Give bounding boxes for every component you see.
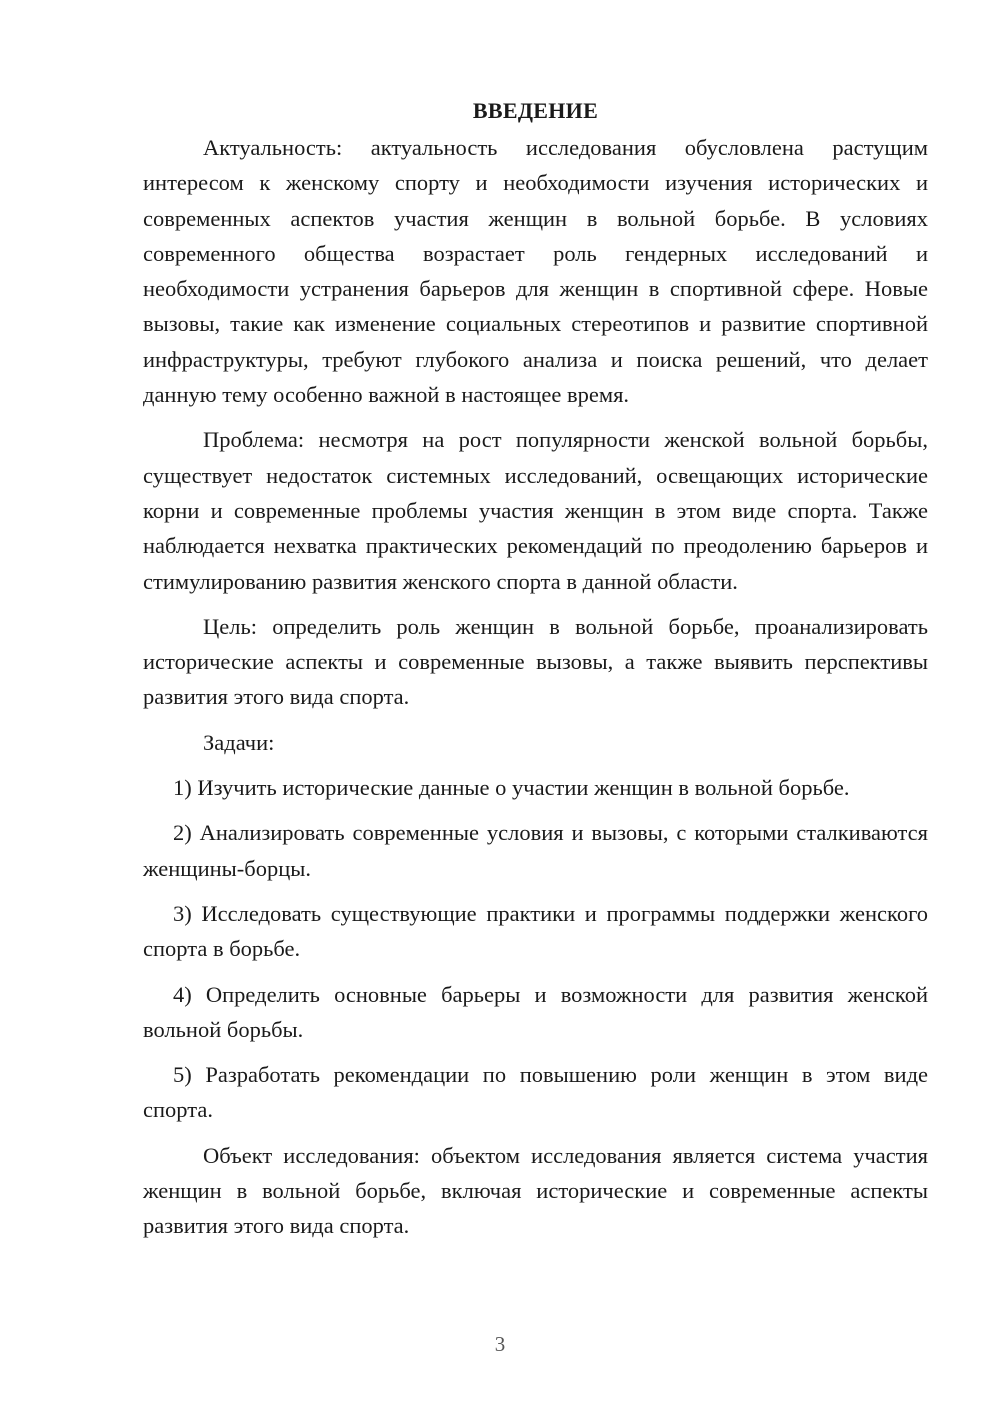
goal-paragraph: Цель: определить роль женщин в вольной борьбе, проанализировать исторические аспекты и современные вызовы, а также выявить перспективы развития этого вида спорта.	[143, 613, 928, 710]
task-item: 1) Изучить исторические данные о участии женщин в вольной борьбе.	[173, 775, 850, 801]
task-item: 4) Определить основные барьеры и возможности для развития женской вольной борьбы.	[143, 981, 928, 1042]
section-heading: ВВЕДЕНИЕ	[472, 98, 599, 123]
document-page	[143, 96, 928, 1254]
task-item: 2) Анализировать современные условия и вызовы, с которыми сталкиваются женщины-борцы.	[143, 820, 928, 881]
task-item: 3) Исследовать существующие практики и программы поддержки женского спорта в борьбе.	[143, 900, 928, 962]
task-item: 5) Разработать рекомендации по повышению роли женщин в этом виде спорта.	[143, 1062, 928, 1123]
problem-paragraph: Проблема: несмотря на рост популярности женской вольной борьбы, существует недостаток системных исследований, освещающих исторические корни и современные проблемы участия женщин в этом виде спорта. Также наблюдается нехватка практических рекомендаций по преодолению барьеров и стимулированию развития женского спорта в данной области.	[143, 427, 928, 594]
tasks-label: Задачи:	[203, 729, 275, 755]
page-number: 3	[494, 1332, 506, 1356]
object-paragraph: Объект исследования: объектом исследования является система участия женщин в вольной борьбе, включая исторические и современные аспекты развития этого вида спорта.	[143, 1142, 928, 1239]
relevance-paragraph: Актуальность: актуальность исследования обусловлена растущим интересом к женскому спорту и необходимости изучения исторических и современных аспектов участия женщин в вольной борьбе. В условиях современного общества возрастает роль гендерных исследований и необходимости устранения барьеров для женщин в спортивной сфере. Новые вызовы, такие как изменение социальных стереотипов и развитие спортивной инфраструктуры, требуют глубокого анализа и поиска решений, что делает данную тему особенно важной в настоящее время.	[143, 135, 928, 408]
